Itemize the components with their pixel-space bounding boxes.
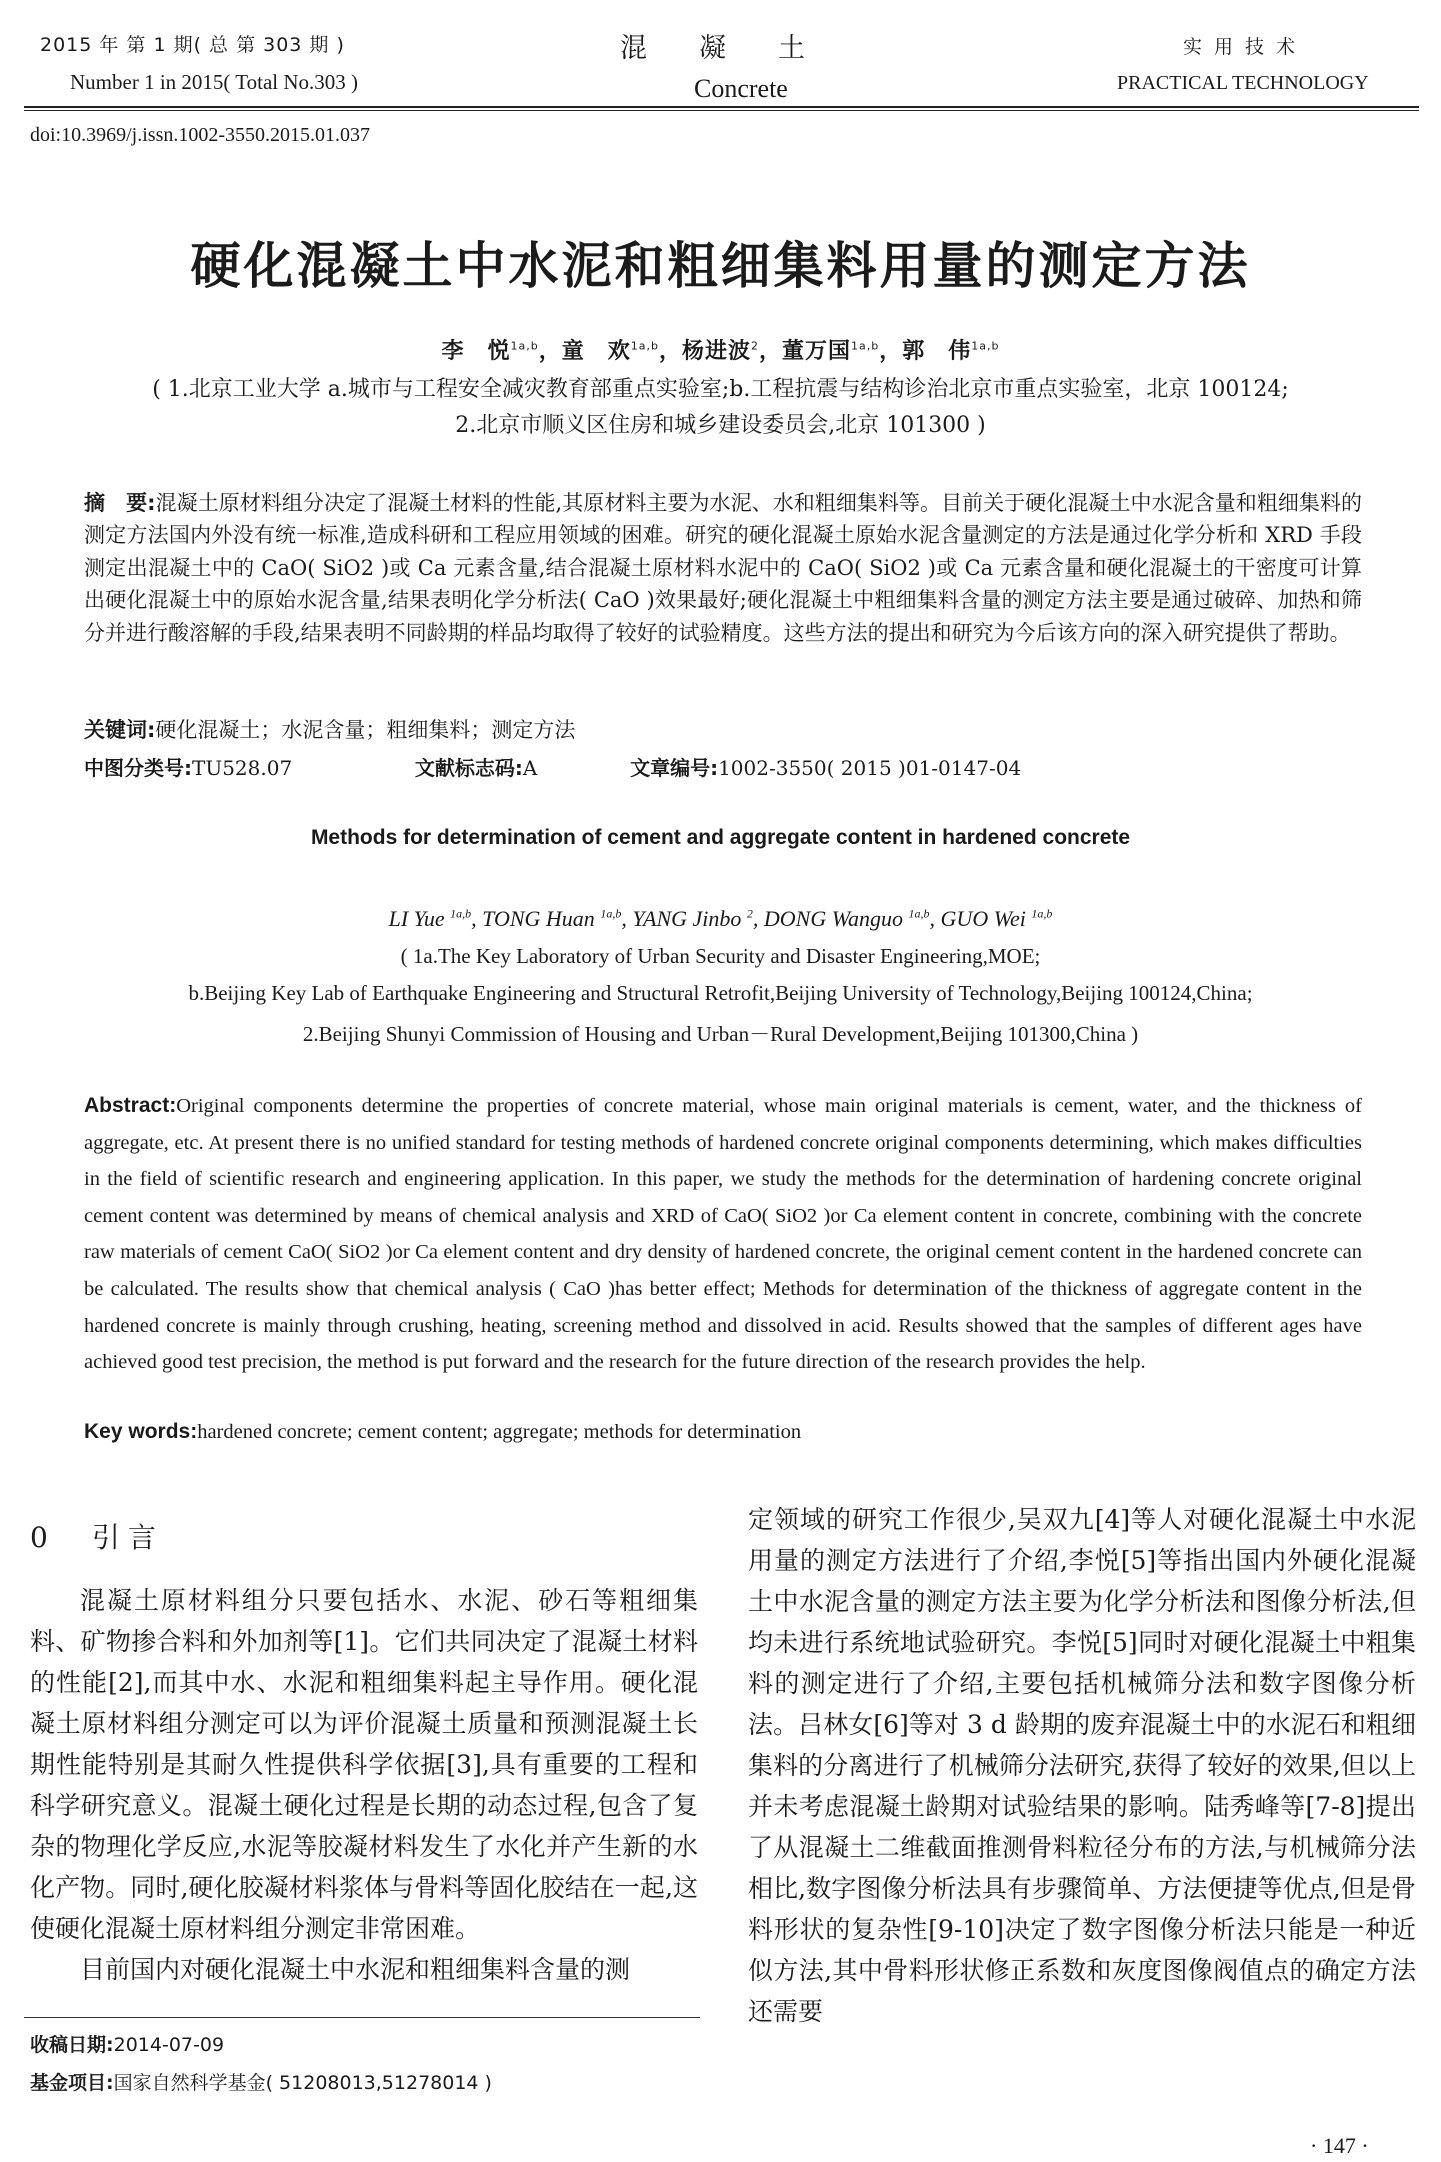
affiliation-en-line2: b.Beijing Key Lab of Earthquake Engineering and Structural Retrofit,Beijing University of Technology,Beijing 100124,China; — [188, 981, 1253, 1005]
body-paragraph: 目前国内对硬化混凝土中水泥和粗细集料含量的测 — [80, 1955, 631, 1984]
authors-cn: 李 悦$^{1a,b}$，童 欢$^{1a,b}$，杨进波$^2$，董万国$^{1a,b}$，郭 伟$^{1a,b}$ — [441, 339, 1000, 364]
footnote-rule — [24, 2017, 700, 2018]
received-date — [30, 2030, 224, 2057]
section-heading: 0 引言 — [30, 1521, 164, 1554]
journal-name-cn: 混凝土 — [620, 33, 857, 64]
clc-label: 中图分类号: — [84, 756, 192, 780]
keywords-en — [84, 1420, 1362, 1444]
fund-project — [30, 2068, 492, 2095]
abstract-en-text: Original components determine the properties of concrete material, whose main original materials is cement, water, and the thickness of aggregate, etc. At present there is no unified standard for testing methods of hardened concrete original components determining, which makes difficulties in the field of scientific research and engineering application. In this paper, we study the methods for the determination of hardening concrete original cement content was determined by means of chemical analysis and XRD of CaO( SiO2 )or Ca element content in concrete, combining with the concrete raw materials of cement CaO( SiO2 )or Ca element content and dry density of hardened concrete, the original cement content in the hardened concrete can be calculated. The results show that chemical analysis ( CaO )has better effect; Methods for determination of the thickness of aggregate content in the hardened concrete is mainly through crushing, heating, screening method and dissolved in acid. Results showed that the samples of different ages have achieved good test precision, the method is put forward and the research for the future direction of the research provides the help. — [84, 1095, 1362, 1374]
doi: doi:10.3969/j.issn.1002-3550.2015.01.037 — [30, 124, 371, 146]
column-name-cn: 实用技术 — [1183, 36, 1308, 58]
abstract-en — [84, 1088, 1362, 1381]
received-value: 2014-07-09 — [113, 2034, 225, 2056]
article-no-label: 文章编号: — [630, 756, 719, 780]
doc-code-label: 文献标志码: — [414, 756, 523, 780]
affiliation-cn-line2: 2.北京市顺义区住房和城乡建设委员会,北京 101300 ) — [455, 413, 986, 438]
classification-row — [84, 752, 1362, 781]
abstract-cn — [84, 487, 1362, 649]
paper-title-cn: 硬化混凝土中水泥和粗细集料用量的测定方法 — [190, 237, 1251, 295]
fund-label: 基金项目: — [30, 2072, 114, 2094]
abstract-cn-text: 混凝土原材料组分决定了混凝土材料的性能,其原材料主要为水泥、水和粗细集料等。目前关于硬化混凝土中水泥含量和粗细集料的测定方法国内外没有统一标准,造成科研和工程应用领域的困难。研究的硬化混凝土原始水泥含量测定的方法是通过化学分析和 XRD 手段测定出混凝土中的 CaO( SiO2 )或 Ca 元素含量,结合混凝土原材料水泥中的 CaO( SiO2 )或 Ca 元素含量和硬化混凝土的干密度可计算出硬化混凝土中的原始水泥含量,结果表明化学分析法( CaO )效果最好;硬化混凝土中粗细集料含量的测定方法主要是通过破碎、加热和筛分并进行酸溶解的手段,结果表明不同龄期的样品均取得了较好的试验精度。这些方法的提出和研究为今后该方向的深入研究提供了帮助。 — [84, 491, 1362, 645]
keywords-cn — [84, 714, 1362, 746]
keywords-en-text: hardened concrete; cement content; aggregate; methods for determination — [197, 1421, 802, 1443]
abstract-en-label: Abstract: — [84, 1094, 177, 1117]
affiliation-en-line3: 2.Beijing Shunyi Commission of Housing and Urban－Rural Development,Beijing 101300,China ) — [302, 1022, 1139, 1046]
received-label: 收稿日期: — [30, 2034, 114, 2056]
keywords-cn-text: 硬化混凝土；水泥含量；粗细集料；测定方法 — [155, 718, 576, 742]
body-column-right — [748, 1499, 1416, 2032]
keywords-en-label: Key words: — [84, 1420, 198, 1443]
article-no-value: 1002-3550( 2015 )01-0147-04 — [718, 756, 1022, 780]
journal-issue-cn: 2015 年 第 1 期( 总 第 303 期 ) — [40, 34, 345, 56]
column-name-en: PRACTICAL TECHNOLOGY — [1117, 72, 1369, 94]
affiliation-cn-line1: ( 1.北京工业大学 a.城市与工程安全减灾教育部重点实验室;b.工程抗震与结构诊治北京市重点实验室，北京 100124; — [152, 377, 1289, 402]
header-rule — [24, 106, 1419, 108]
abstract-cn-label: 摘 要: — [84, 491, 156, 515]
journal-issue-en: Number 1 in 2015( Total No.303 ) — [70, 70, 359, 94]
header-rule-thin — [24, 110, 1419, 111]
keywords-cn-label: 关键词: — [84, 718, 156, 742]
body-paragraph: 定领域的研究工作很少,吴双九[4]等人对硬化混凝土中水泥用量的测定方法进行了介绍,李悦[5]等指出国内外硬化混凝土中水泥含量的测定方法主要为化学分析法和图像分析法,但均未进行系统地试验研究。李悦[5]同时对硬化混凝土中粗集料的测定进行了介绍,主要包括机械筛分法和数字图像分析法。吕林女[6]等对 3 d 龄期的废弃混凝土中的水泥石和粗细集料的分离进行了机械筛分法研究,获得了较好的效果,但以上并未考虑混凝土龄期对试验结果的影响。陆秀峰等[7-8]提出了从混凝土二维截面推测骨料粒径分布的方法,与机械筛分法相比,数字图像分析法具有步骤简单、方法便捷等优点,但是骨料形状的复杂性[9-10]决定了数字图像分析法只能是一种近似方法,其中骨料形状修正系数和灰度图像阀值点的确定方法还需要 — [748, 1505, 1416, 2026]
body-paragraph: 混凝土原材料组分只要包括水、水泥、砂石等粗细集料、矿物掺合料和外加剂等[1]。它们共同决定了混凝土材料的性能[2],而其中水、水泥和粗细集料起主导作用。硬化混凝土原材料组分测定可以为评价混凝土质量和预测混凝土长期性能特别是其耐久性提供科学依据[3],具有重要的工程和科学研究意义。混凝土硬化过程是长期的动态过程,包含了复杂的物理化学反应,水泥等胶凝材料发生了水化并产生新的水化产物。同时,硬化胶凝材料浆体与骨料等固化胶结在一起,这使硬化混凝土原材料组分测定非常困难。 — [30, 1586, 698, 1943]
doc-code-value: A — [522, 756, 538, 780]
authors-en: LI Yue $^{1a,b}$, TONG Huan $^{1a,b}$, YANG Jinbo $^2$, DONG Wanguo $^{1a,b}$, GUO Wei $^{1a,b}$ — [388, 906, 1053, 931]
journal-name-en: Concrete — [694, 74, 788, 103]
clc-value: TU528.07 — [192, 756, 293, 780]
body-column-left — [30, 1580, 698, 1990]
paper-title-en: Methods for determination of cement and aggregate content in hardened concrete — [310, 826, 1131, 849]
page-number: · 147 · — [1310, 2133, 1369, 2158]
fund-value: 国家自然科学基金( 51208013,51278014 ) — [113, 2072, 492, 2094]
affiliation-en-line1: ( 1a.The Key Laboratory of Urban Security and Disaster Engineering,MOE; — [400, 944, 1041, 968]
